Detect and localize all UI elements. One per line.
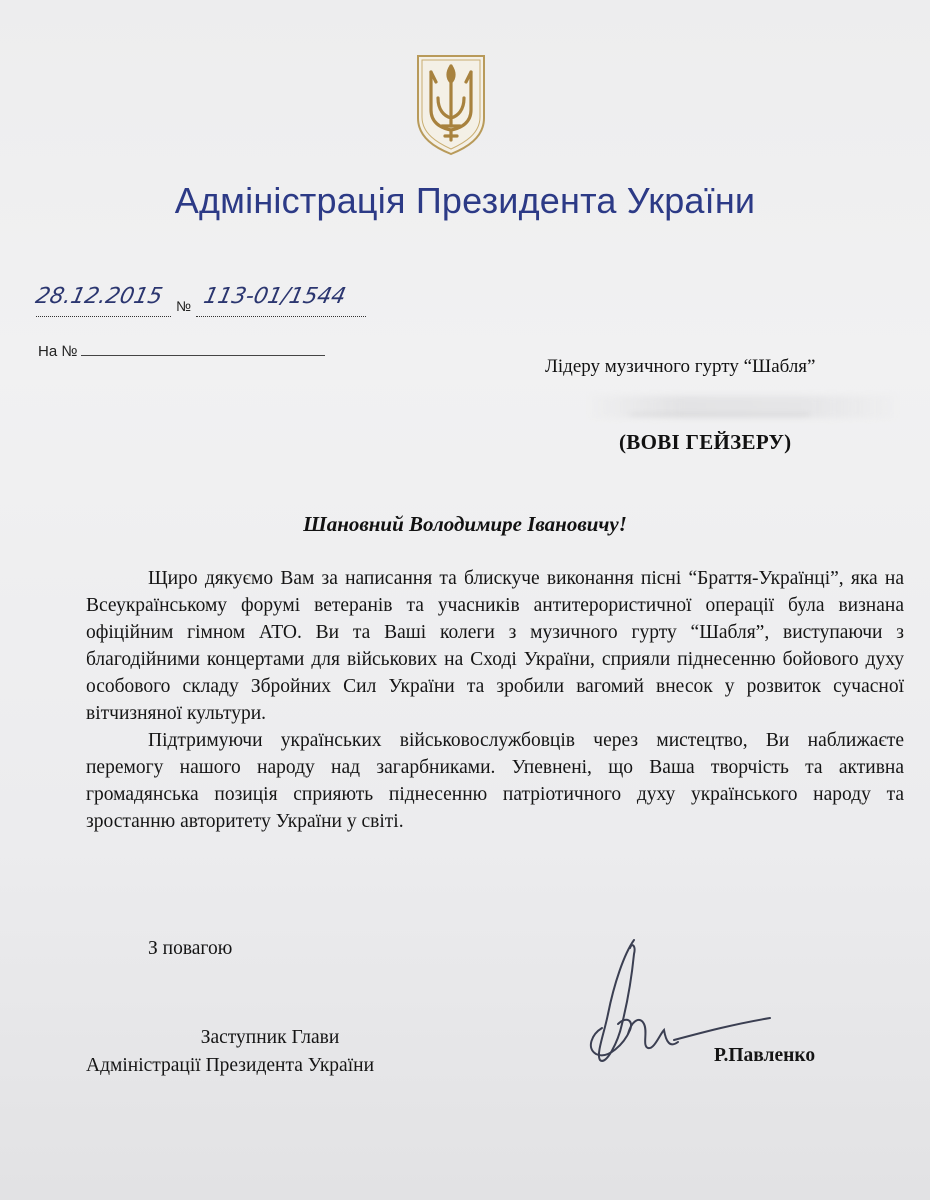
reference-date-underline — [36, 316, 171, 317]
reference-number: 113-01/1544 — [201, 284, 348, 309]
coat-of-arms-icon — [414, 52, 488, 156]
recipient-role: Лідеру музичного гурту “Шабля” — [545, 356, 816, 377]
signatory-title-line-1: Заступник Глави — [200, 1027, 340, 1048]
reference-number-underline — [196, 316, 366, 317]
recipient-name: (ВОВІ ГЕЙЗЕРУ) — [619, 430, 792, 454]
salutation: Шановний Володимире Івановичу! — [303, 512, 627, 536]
reference-date: 28.12.2015 — [33, 284, 165, 309]
signatory-name: Р.Павленко — [714, 1045, 816, 1066]
organization-title: Адміністрація Президента України — [174, 180, 756, 221]
redacted-line — [590, 396, 896, 418]
reference-number-sign: № — [176, 298, 192, 314]
letter-body — [86, 565, 904, 835]
reply-to-reference — [38, 343, 325, 360]
reply-to-blank — [81, 355, 325, 356]
outgoing-reference — [33, 284, 366, 320]
signatory-title-line-2: Адміністрації Президента України — [86, 1055, 375, 1076]
reply-to-label: На № — [38, 343, 78, 360]
paragraph: Щиро дякуємо Вам за написання та блискуче виконання пісні “Браття-Українці”, яка на Всеукраїнському форумі ветеранів та учасників антитерористичної операції була визнана офіційним гімном АТО. Ви та Ваші колеги з музичного гурту “Шабля”, виступаючи з благодійними концертами для військових на Сході України, сприяли піднесенню бойового духу особового складу Збройних Сил України та зробили вагомий внесок у розвиток сучасної вітчизняної культури. — [86, 568, 904, 724]
paragraph: Підтримуючи українських військовослужбовців через мистецтво, Ви наближаєте перемогу нашого народу над загарбниками. Упевнені, що Ваша творчість та активна громадянська позиція сприяють піднесенню патріотичного духу українського народу та зростанню авторитету України у світі. — [86, 730, 904, 832]
closing: З повагою — [148, 938, 233, 959]
